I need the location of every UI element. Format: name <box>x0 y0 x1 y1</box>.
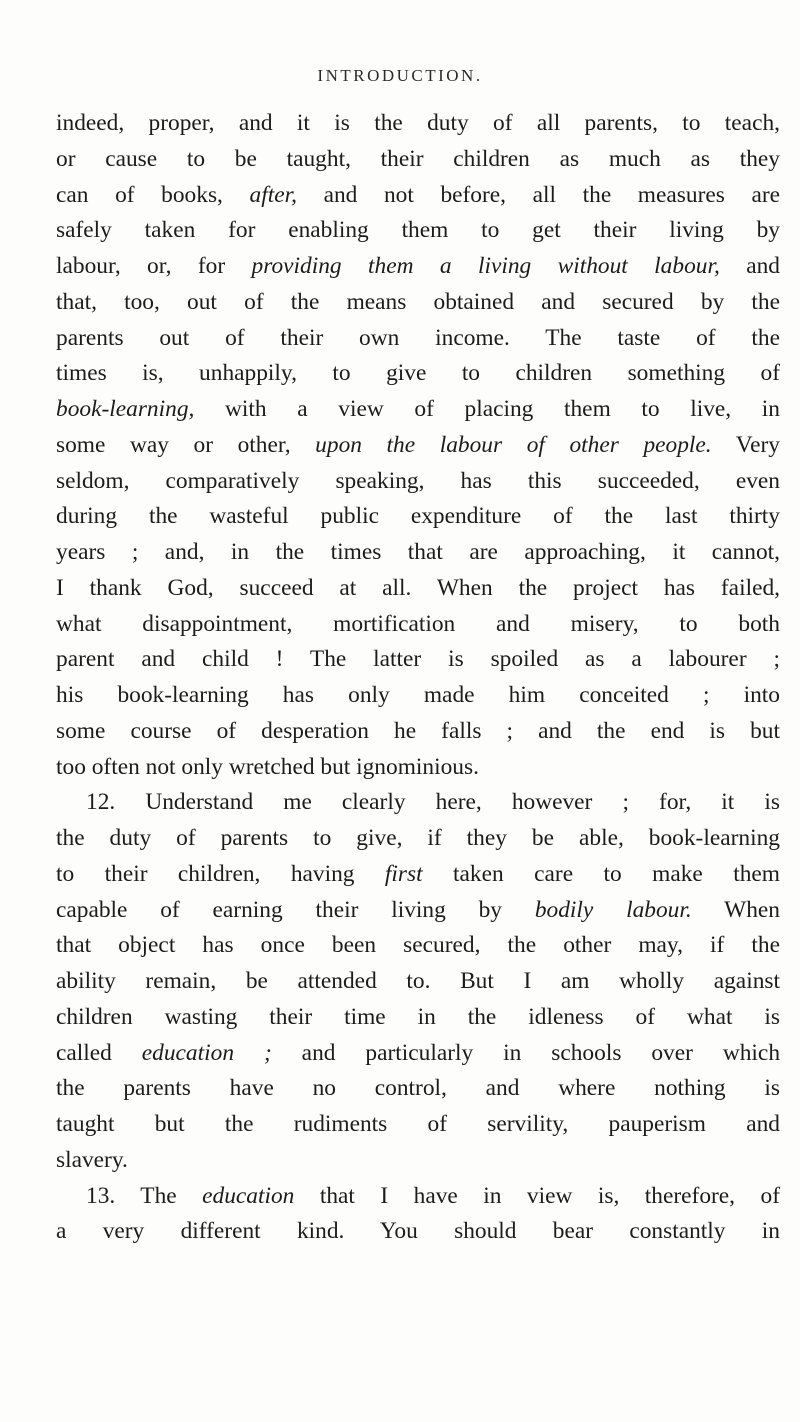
text-segment: the parents have no control, and where nothing is <box>56 1075 780 1102</box>
text-segment: 12. Understand me clearly here, however ; for, it is <box>86 789 780 816</box>
text-line <box>56 1214 780 1250</box>
text-segment: the duty of parents to give, if they be able, book-learning <box>56 825 780 851</box>
text-line <box>56 857 780 893</box>
text-segment: that I have in view is, therefore, of <box>294 1182 780 1209</box>
text-segment: and particularly in schools over which <box>271 1039 780 1066</box>
italic-text: first <box>384 860 423 887</box>
text-segment: his book-learning has only made him conceited ; into <box>56 682 780 708</box>
text-line <box>56 964 780 1000</box>
text-segment: during the wasteful public expenditure of the last thirty <box>56 503 780 530</box>
text-line <box>56 571 780 607</box>
text-line <box>56 821 780 857</box>
text-line <box>56 464 780 500</box>
text-segment: some way or other, <box>56 431 316 458</box>
italic-text: upon the labour of other people. <box>315 431 712 458</box>
text-line <box>56 285 780 321</box>
text-segment: taught but the rudiments of servility, pauperism and <box>56 1111 780 1137</box>
body-text <box>56 106 780 1250</box>
text-line <box>56 1107 780 1143</box>
text-segment: children wasting their time in the idleness of what is <box>56 1003 780 1030</box>
text-segment: called <box>56 1039 142 1066</box>
text-line <box>56 678 780 714</box>
text-segment: Very <box>711 431 780 458</box>
text-segment: parents out of their own income. The taste of the <box>56 324 780 351</box>
text-segment: 13. The <box>86 1182 203 1209</box>
text-line <box>56 142 780 178</box>
text-segment: what disappointment, mortification and misery, to both <box>56 610 780 637</box>
text-segment: that, too, out of the means obtained and secured by the <box>56 288 780 315</box>
text-line <box>56 535 780 571</box>
text-segment: safely taken for enabling them to get their living by <box>56 217 780 244</box>
text-line <box>56 642 780 678</box>
text-segment: too often not only wretched but ignominious. <box>56 753 479 780</box>
text-segment: that object has once been secured, the other may, if the <box>56 932 780 959</box>
text-segment: I thank God, succeed at all. When the project has failed, <box>56 574 780 601</box>
text-line <box>56 321 780 357</box>
text-segment: slavery. <box>56 1146 128 1173</box>
text-line <box>56 1036 780 1072</box>
text-segment: can of books, <box>56 181 250 208</box>
text-segment: and not before, all the measures are <box>296 181 780 208</box>
italic-text: after, <box>249 181 297 208</box>
text-segment: seldom, comparatively speaking, has this succeeded, even <box>56 467 780 494</box>
text-segment: capable of earning their living by <box>56 896 535 923</box>
text-line <box>56 499 780 535</box>
text-line <box>56 607 780 643</box>
text-line <box>56 392 780 428</box>
text-segment: labour, or, for <box>56 253 252 279</box>
text-line <box>56 249 780 285</box>
text-segment: and <box>719 253 780 279</box>
running-head: INTRODUCTION. <box>317 66 483 85</box>
text-line <box>56 428 780 464</box>
text-segment: parent and child ! The latter is spoiled as a labourer ; <box>56 646 780 673</box>
text-line <box>56 714 780 750</box>
text-line <box>56 1000 780 1036</box>
italic-text: education <box>202 1182 295 1209</box>
italic-text: education ; <box>141 1039 272 1066</box>
italic-text: book-learning, <box>56 396 195 422</box>
text-line <box>56 750 780 786</box>
text-line <box>56 1143 780 1179</box>
text-line <box>56 785 780 821</box>
text-segment: When <box>691 896 780 923</box>
text-segment: some course of desperation he falls ; and the end is but <box>56 717 780 744</box>
text-segment: times is, unhappily, to give to children something of <box>56 360 780 387</box>
text-line <box>56 178 780 214</box>
text-segment: with a view of placing them to live, in <box>194 396 780 422</box>
text-segment: ability remain, be attended to. But I am wholly against <box>56 968 780 994</box>
text-line <box>56 928 780 964</box>
text-line <box>56 106 780 142</box>
text-segment: taken care to make them <box>422 860 780 887</box>
text-segment: years ; and, in the times that are approaching, it cannot, <box>56 539 780 565</box>
text-segment: a very different kind. You should bear constantly in <box>56 1218 780 1245</box>
text-line <box>56 213 780 249</box>
text-line <box>56 356 780 392</box>
text-segment: indeed, proper, and it is the duty of all parents, to teach, <box>56 110 780 136</box>
text-segment: or cause to be taught, their children as much as they <box>56 145 780 172</box>
text-line <box>56 1179 780 1215</box>
italic-text: providing them a living without labour, <box>251 253 720 279</box>
italic-text: bodily labour. <box>534 896 692 923</box>
text-line <box>56 1071 780 1107</box>
text-segment: to their children, having <box>56 860 385 887</box>
text-line <box>56 893 780 929</box>
